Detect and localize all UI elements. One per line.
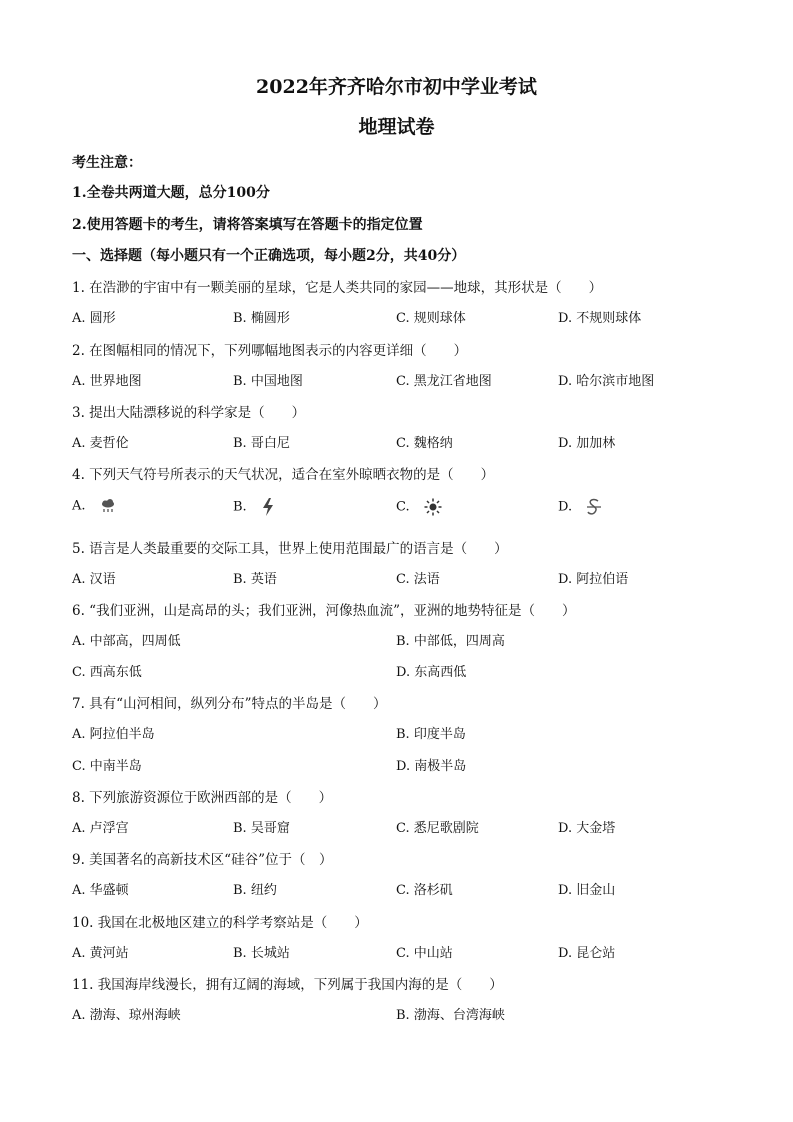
question-stem: 1. 在浩渺的宇宙中有一颗美丽的星球，它是人类共同的家园——地球，其形状是（ ） xyxy=(72,280,603,296)
option-label: A. xyxy=(72,498,86,514)
exam-title: 2022年齐齐哈尔市初中学业考试 xyxy=(256,76,537,98)
option-b: B. 哥白尼 xyxy=(233,436,290,451)
option-c: C. 西高东低 xyxy=(72,665,142,680)
option-c: C. 魏格纳 xyxy=(396,436,453,451)
option-d: D. 旧金山 xyxy=(558,883,616,898)
option-a: A. 麦哲伦 xyxy=(72,436,129,451)
option-b: B. 渤海、台湾海峡 xyxy=(396,1008,505,1023)
lightning-icon xyxy=(261,498,275,516)
option-a: A. 汉语 xyxy=(72,572,116,587)
option-b: B. 印度半岛 xyxy=(396,727,466,742)
option-c xyxy=(396,498,442,516)
option-a: A. 华盛顿 xyxy=(72,883,129,898)
option-label: C. xyxy=(396,499,410,515)
option-b xyxy=(233,498,275,516)
question-stem: 11. 我国海岸线漫长，拥有辽阔的海域，下列属于我国内海的是（ ） xyxy=(72,977,503,993)
option-a: A. 阿拉伯半岛 xyxy=(72,727,155,742)
option-a: A. 中部高，四周低 xyxy=(72,634,181,649)
option-d: D. 加加林 xyxy=(558,436,616,451)
option-label: D. xyxy=(558,499,573,515)
option-c: C. 悉尼歌剧院 xyxy=(396,821,479,836)
option-d: D. 不规则球体 xyxy=(558,311,642,326)
question-stem: 9. 美国著名的高新技术区“硅谷”位于（ ） xyxy=(72,852,333,868)
option-a: A. 世界地图 xyxy=(72,374,142,389)
option-b: B. 长城站 xyxy=(233,946,290,961)
question-stem: 4. 下列天气符号所表示的天气状况，适合在室外晾晒衣物的是（ ） xyxy=(72,467,495,483)
question-stem: 6. “我们亚洲，山是高昂的头；我们亚洲，河像热血流”，亚洲的地势特征是（ ） xyxy=(72,603,576,619)
question-stem: 5. 语言是人类最重要的交际工具，世界上使用范围最广的语言是（ ） xyxy=(72,541,508,557)
option-d: D. 昆仑站 xyxy=(558,946,616,961)
option-d: D. 哈尔滨市地图 xyxy=(558,374,655,389)
notice-item: 2.使用答题卡的考生，请将答案填写在答题卡的指定位置 xyxy=(72,217,423,233)
exam-subtitle: 地理试卷 xyxy=(358,116,435,138)
option-label: B. xyxy=(233,499,247,515)
option-b: B. 英语 xyxy=(233,572,277,587)
option-c: C. 中南半岛 xyxy=(72,759,142,774)
option-a xyxy=(72,498,116,514)
dust-wind-icon xyxy=(586,498,602,516)
question-stem: 10. 我国在北极地区建立的科学考察站是（ ） xyxy=(72,915,368,931)
notice-heading: 考生注意： xyxy=(72,155,142,171)
rain-cloud-icon xyxy=(100,498,116,514)
option-b: B. 中部低，四周高 xyxy=(396,634,505,649)
option-a: A. 卢浮宫 xyxy=(72,821,129,836)
question-stem: 2. 在图幅相同的情况下，下列哪幅地图表示的内容更详细（ ） xyxy=(72,343,468,359)
option-d: D. 阿拉伯语 xyxy=(558,572,629,587)
option-b: B. 纽约 xyxy=(233,883,277,898)
option-d: D. 南极半岛 xyxy=(396,759,467,774)
option-c: C. 规则球体 xyxy=(396,311,466,326)
option-c: C. 黑龙江省地图 xyxy=(396,374,492,389)
question-stem: 3. 提出大陆漂移说的科学家是（ ） xyxy=(72,405,306,421)
section-title: 一、选择题（每小题只有一个正确选项，每小题2分，共40分） xyxy=(72,248,466,264)
option-d: D. 大金塔 xyxy=(558,821,616,836)
option-a: A. 圆形 xyxy=(72,311,116,326)
option-d: D. 东高西低 xyxy=(396,665,467,680)
option-a: A. 渤海、琼州海峡 xyxy=(72,1008,181,1023)
option-d xyxy=(558,498,602,516)
notice-item: 1.全卷共两道大题，总分100分 xyxy=(72,185,270,201)
option-c: C. 中山站 xyxy=(396,946,453,961)
option-a: A. 黄河站 xyxy=(72,946,129,961)
sun-icon xyxy=(424,498,442,516)
option-c: C. 法语 xyxy=(396,572,440,587)
question-stem: 8. 下列旅游资源位于欧洲西部的是（ ） xyxy=(72,790,333,806)
option-c: C. 洛杉矶 xyxy=(396,883,453,898)
option-b: B. 椭圆形 xyxy=(233,311,290,326)
question-stem: 7. 具有“山河相间，纵列分布”特点的半岛是（ ） xyxy=(72,696,387,712)
option-b: B. 中国地图 xyxy=(233,374,303,389)
option-b: B. 吴哥窟 xyxy=(233,821,290,836)
